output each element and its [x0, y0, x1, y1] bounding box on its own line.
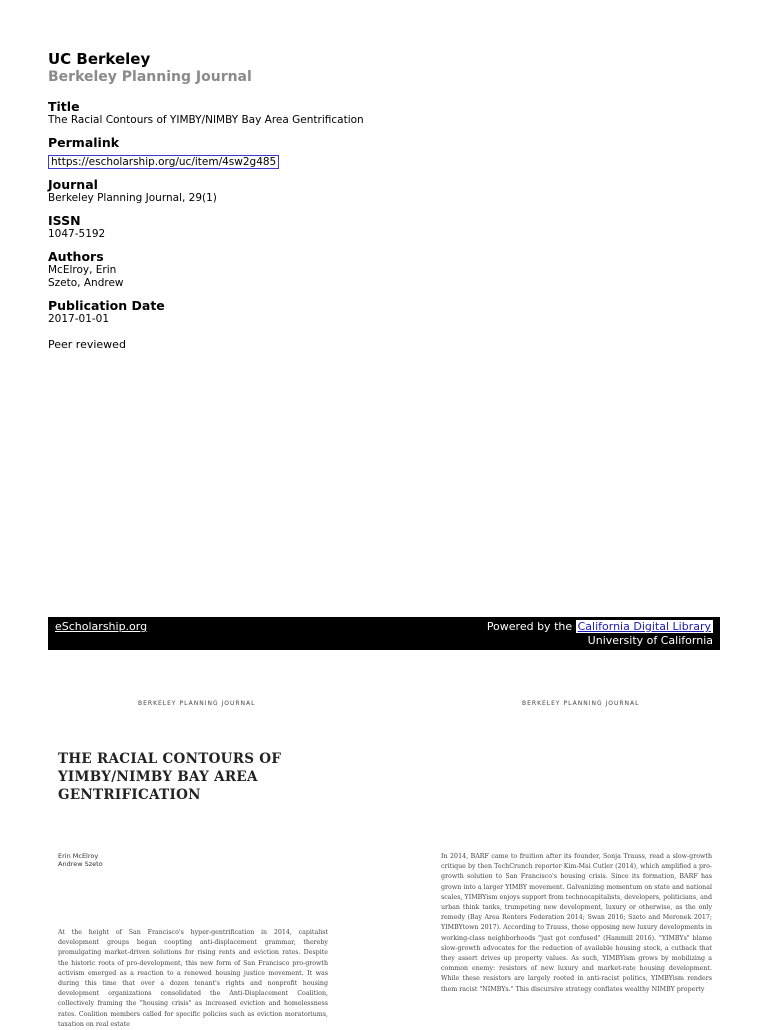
title-label: Title — [48, 99, 80, 114]
permalink-link[interactable]: https://escholarship.org/uc/item/4sw2g485 — [48, 155, 279, 169]
authors-label: Authors — [48, 249, 104, 264]
escholarship-link[interactable]: eScholarship.org — [55, 620, 148, 633]
cdl-link[interactable]: California Digital Library — [577, 620, 711, 633]
article-title-line-2: YIMBY/NIMBY BAY AREA — [58, 769, 258, 785]
peer-reviewed-note: Peer reviewed — [48, 338, 126, 351]
publication-date-label: Publication Date — [48, 298, 165, 313]
escholarship-footer — [48, 617, 720, 650]
journal-name: Berkeley Planning Journal — [48, 69, 252, 85]
issn-value: 1047-5192 — [48, 228, 106, 240]
title-field — [48, 99, 720, 127]
running-header-right: BERKELEY PLANNING JOURNAL — [522, 700, 640, 707]
running-header-left: BERKELEY PLANNING JOURNAL — [138, 700, 256, 707]
journal-value: Berkeley Planning Journal, 29(1) — [48, 192, 217, 204]
institution-name: UC Berkeley — [48, 50, 151, 68]
author-2: Szeto, Andrew — [48, 277, 124, 289]
authors-field — [48, 249, 720, 290]
title-value: The Racial Contours of YIMBY/NIMBY Bay Area Gentrification — [48, 114, 364, 126]
article-title — [58, 750, 358, 804]
permalink-field — [48, 135, 720, 169]
article-title-line-3: GENTRIFICATION — [58, 787, 201, 803]
powered-by-text: Powered by the — [486, 620, 573, 633]
author-1: McElroy, Erin — [48, 264, 117, 276]
university-text: University of California — [587, 634, 713, 647]
permalink-label: Permalink — [48, 135, 120, 150]
article-author-2: Andrew Szeto — [58, 860, 103, 868]
article-authors — [58, 852, 103, 868]
article-right-column: In 2014, BARF came to fruition after its founder, Sonja Trauss, read a slow-growth critique by then TechCrunch reporter Kim-Mai Cutler (2014), which amplified a pro-growth solution to San Francisco's housing crisis. Since its formation, BARF has grown into a larger YIMBY movement. Galvanizing momentum on state and national scales, YIMBYism enjoys support from technocapitalists, developers, politicians, and urban think tanks, trumpeting new development, luxury or otherwise, as the only remedy (Bay Area Renters Federation 2014; Swan 2016; Szeto and Meronek 2017; YIMBYtown 2017). According to Trauss, those opposing new luxury developments in working-class neighborhoods "just got confused" (Hammill 2016). "YIMBYs" blame slow-growth advocates for the reduction of available housing stock, a cutback that they assert drives up property values. As such, YIMBYism grows by mobilizing a common enemy: resistors of new luxury and market-rate housing development. While these resistors are largely rooted in anti-racist politics, YIMBYism renders them racist "NIMBYs." This discursive strategy conflates wealthy NIMBY property — [441, 853, 712, 993]
issn-field — [48, 213, 720, 241]
journal-field — [48, 177, 720, 205]
journal-label: Journal — [48, 177, 98, 192]
issn-label: ISSN — [48, 213, 81, 228]
cover-page — [48, 50, 720, 351]
publication-date-value: 2017-01-01 — [48, 313, 110, 325]
article-title-line-1: THE RACIAL CONTOURS OF — [58, 751, 282, 767]
article-author-1: Erin McElroy — [58, 852, 99, 860]
article-left-column: At the height of San Francisco's hyper-gentrification in 2014, capitalist development groups began coopting anti-displacement grammar, thereby promulgating market-driven solutions for rising rents and eviction rates. Despite the historic roots of pro-development, this new form of San Francisco pro-growth activism emerged as a reaction to a renewed housing justice movement. It was during this time that over a dozen tenant's rights and nonprofit housing development organizations consolidated the Anti-Displacement Coalition, collectively framing the "housing crisis" as increased eviction and homelessness rates. Coalition members called for specific policies such as eviction moratoriums, taxation on real estate — [58, 929, 328, 1028]
publication-date-field — [48, 298, 720, 326]
